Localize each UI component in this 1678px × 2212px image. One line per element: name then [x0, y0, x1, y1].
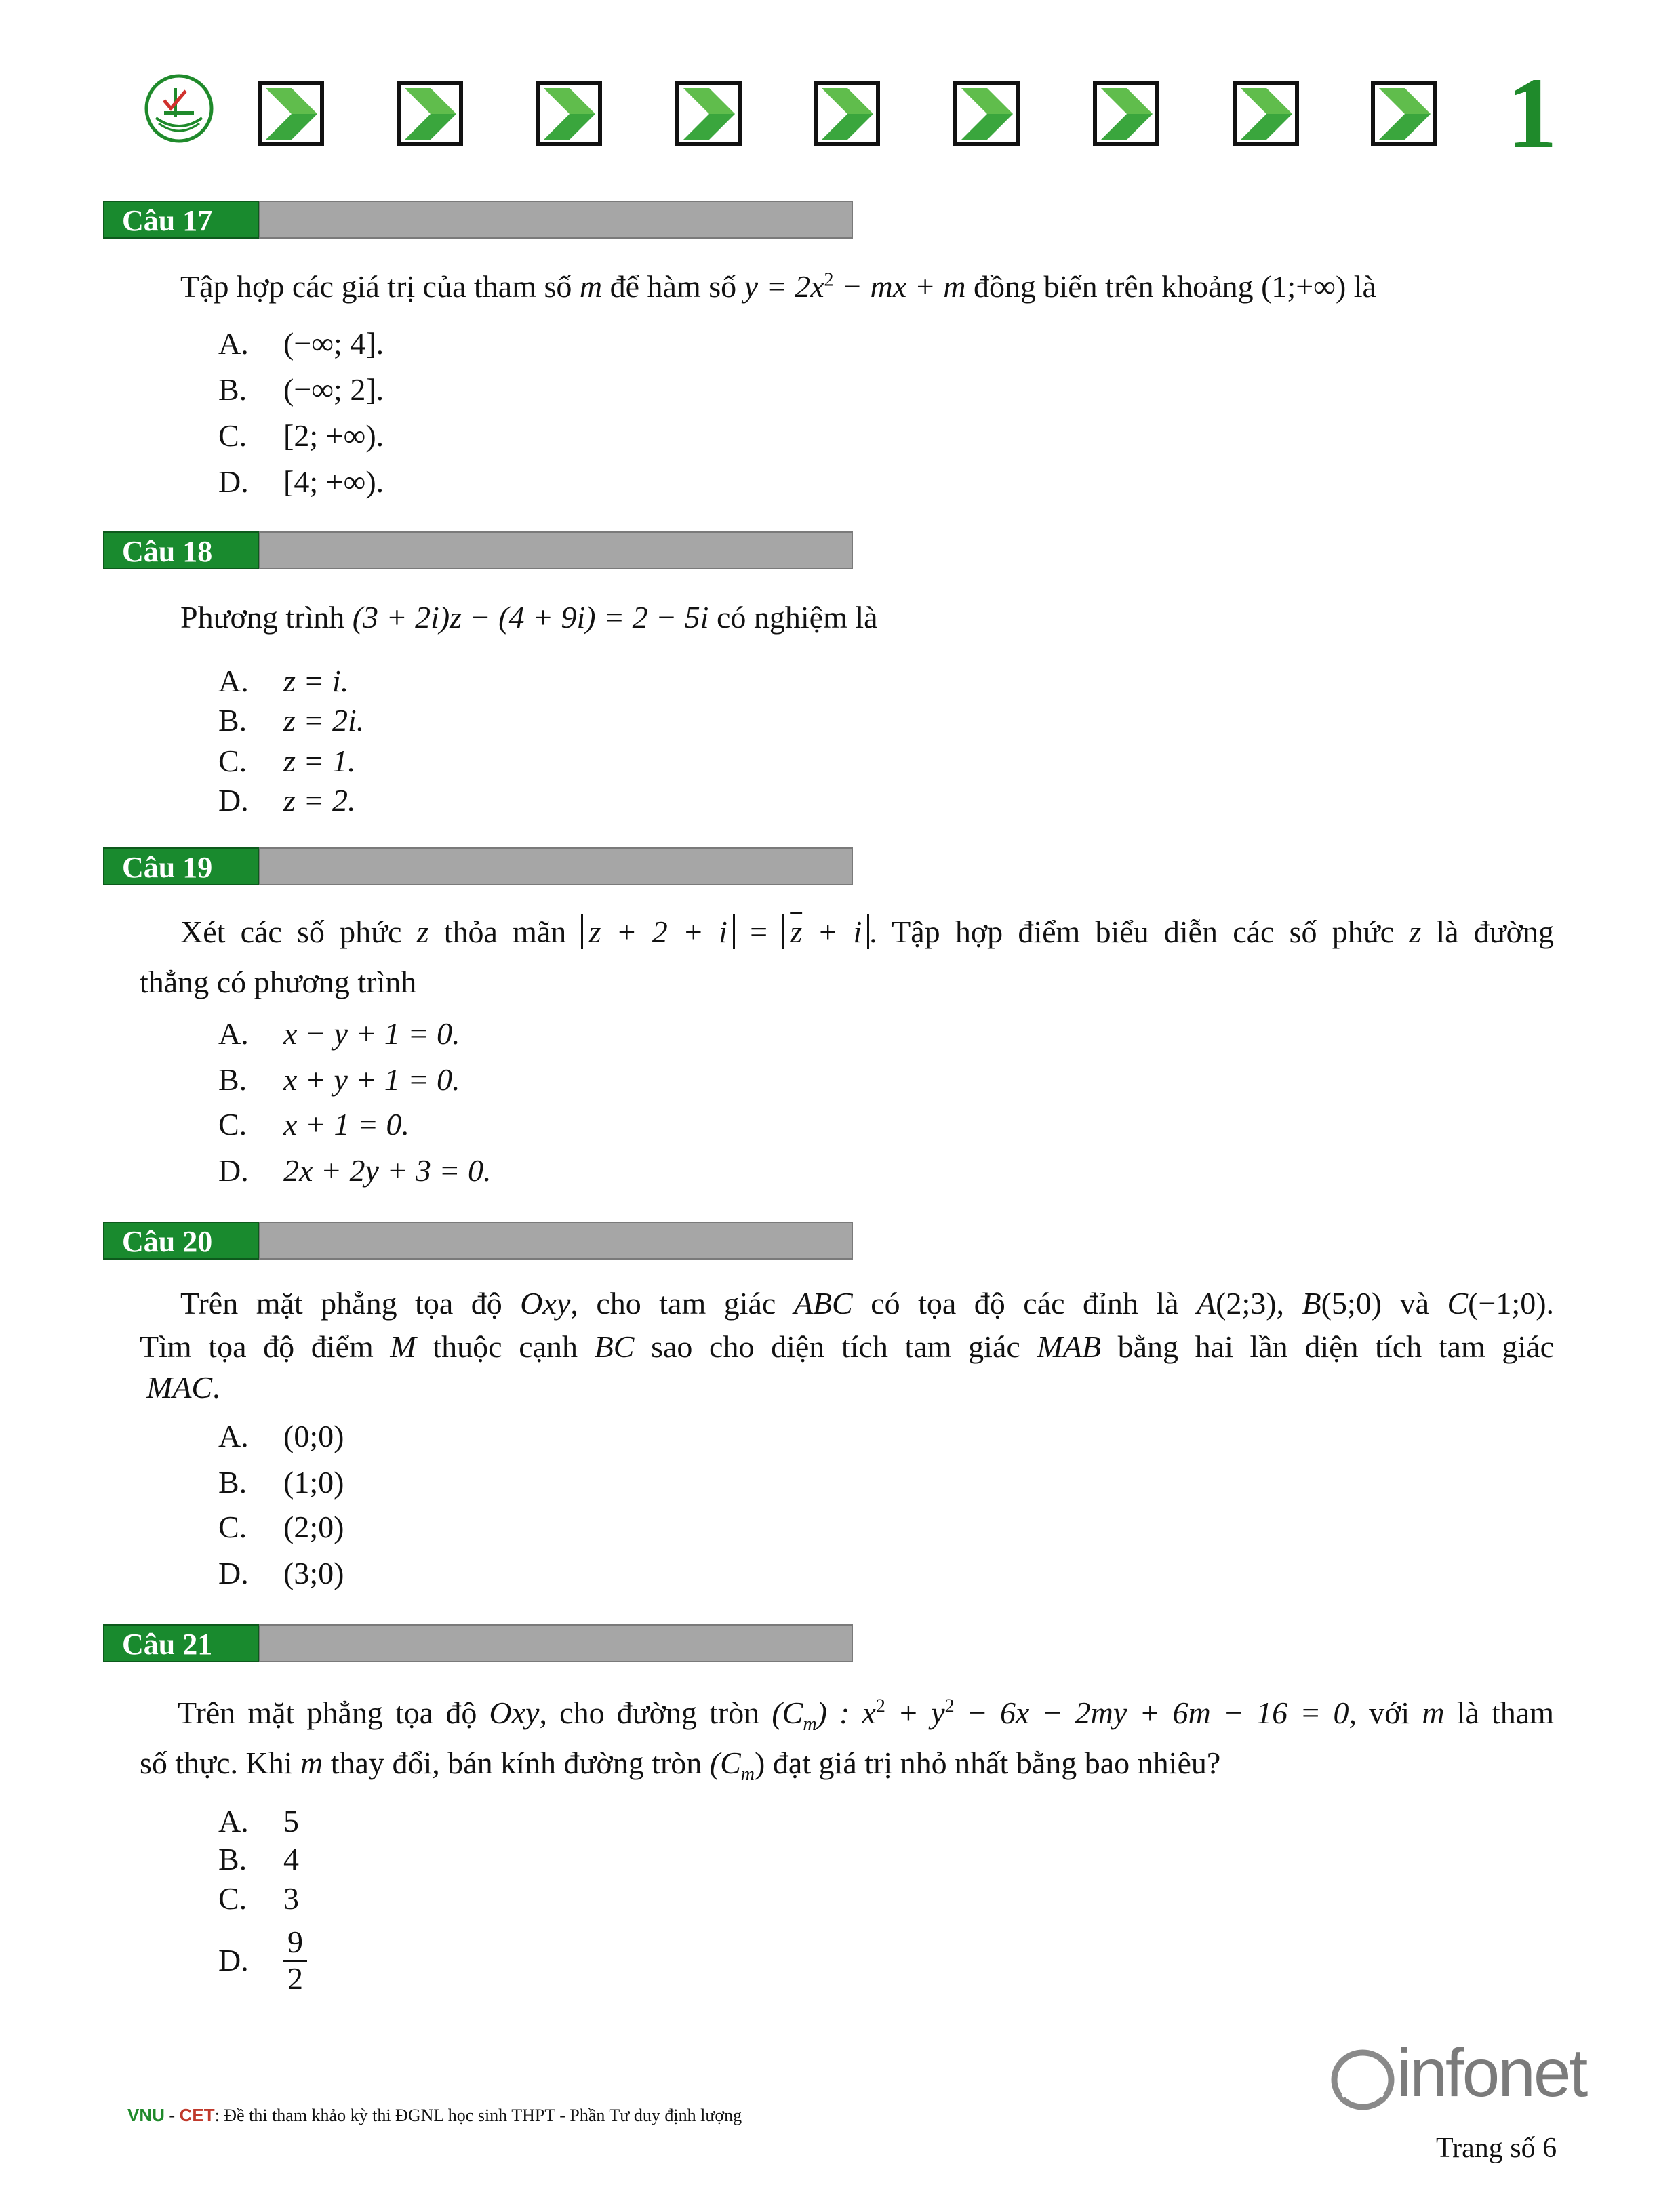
question-stem-19-line1: Xét các số phức z thỏa mãn $z + 2 + i = \overline{z} + i$ . Tập hợp điểm biểu diễn các số phức z là đường: [180, 914, 1554, 949]
question-header-18: [103, 531, 853, 569]
option-19-c[interactable]: C. x + 1 = 0.: [218, 1107, 409, 1142]
option-20-b[interactable]: B. (1;0): [218, 1465, 344, 1500]
header-arrow-icon: [1371, 81, 1437, 146]
option-17-d[interactable]: D. [4; +∞).: [218, 464, 384, 499]
option-20-c[interactable]: C. (2;0): [218, 1510, 344, 1544]
infonet-swirl-icon: [1330, 2047, 1395, 2112]
option-21-a[interactable]: A. 5: [218, 1804, 299, 1838]
question-stem-19-line2: thẳng có phương trình: [140, 965, 417, 999]
option-21-c[interactable]: C. 3: [218, 1881, 299, 1916]
question-label: Câu 18: [103, 531, 259, 569]
question-label: Câu 19: [103, 847, 259, 885]
question-header-20: [103, 1222, 853, 1260]
footer-caption: VNU - CET: Đề thi tham khảo kỳ thi ĐGNL học sinh THPT - Phần Tư duy định lượng: [127, 2105, 742, 2125]
fraction: $\frac{9}{2}$: [283, 1925, 307, 1996]
question-stem-20-line2: Tìm tọa độ điểm M thuộc cạnh BC sao cho diện tích tam giác MAB bằng hai lần diện tích tam giác: [140, 1329, 1555, 1364]
header-arrow-icon: [536, 81, 602, 146]
question-label: Câu 17: [103, 201, 259, 239]
header-arrow-icon: [1093, 81, 1159, 146]
question-stem-21-line2: số thực. Khi m thay đổi, bán kính đường tròn $(C_m)$ đạt giá trị nhỏ nhất bằng bao nhiêu?: [140, 1746, 1221, 1786]
option-20-a[interactable]: A. (0;0): [218, 1419, 344, 1453]
option-19-a[interactable]: A. x − y + 1 = 0.: [218, 1016, 460, 1051]
header-arrow-icon: [675, 81, 742, 146]
header-arrow-icon: [397, 81, 463, 146]
header-arrow-icon: [814, 81, 880, 146]
page-number: Trang số 6: [1436, 2133, 1557, 2164]
option-19-d[interactable]: D. 2x + 2y + 3 = 0.: [218, 1153, 492, 1188]
question-stem-17: Tập hợp các giá trị của tham số m để hàm số $y = 2x^2$ − mx + m đồng biến trên khoảng (1;+∞) là: [180, 269, 1376, 304]
question-header-17: [103, 201, 853, 239]
question-stem-21-line1: Trên mặt phẳng tọa độ Oxy, cho đường tròn $(C_m)$ : $x^2 + y^2 - 6x - 2my + 6m - 16 = 0$, với m là tham: [178, 1695, 1555, 1735]
option-18-a[interactable]: A. z = i.: [218, 664, 349, 698]
option-18-c[interactable]: C. z = 1.: [218, 744, 356, 778]
option-21-d[interactable]: D. $\frac{9}{2}$: [218, 1925, 307, 1996]
vnu-cet-logo: [144, 73, 214, 144]
question-header-19: [103, 847, 853, 885]
option-17-a[interactable]: A. (−∞; 4].: [218, 326, 384, 361]
question-label: Câu 20: [103, 1222, 259, 1260]
option-19-b[interactable]: B. x + y + 1 = 0.: [218, 1062, 460, 1097]
option-20-d[interactable]: D. (3;0): [218, 1556, 344, 1590]
question-header-21: [103, 1624, 853, 1662]
option-21-b[interactable]: B. 4: [218, 1842, 299, 1876]
option-17-b[interactable]: B. (−∞; 2].: [218, 372, 384, 407]
option-17-c[interactable]: C. [2; +∞).: [218, 418, 384, 453]
question-stem-20-line3: MAC.: [146, 1370, 220, 1405]
option-18-b[interactable]: B. z = 2i.: [218, 703, 365, 738]
question-label: Câu 21: [103, 1624, 259, 1662]
infonet-brand: infonet: [1397, 2035, 1586, 2111]
page-section-number: 1: [1506, 57, 1557, 169]
header-arrow-icon: [258, 81, 324, 146]
question-stem-18: Phương trình (3 + 2i)z − (4 + 9i) = 2 − 5i có nghiệm là: [180, 600, 878, 635]
header-arrow-icon: [1233, 81, 1299, 146]
option-18-d[interactable]: D. z = 2.: [218, 783, 356, 818]
question-stem-20-line1: Trên mặt phẳng tọa độ Oxy, cho tam giác ABC có tọa độ các đỉnh là A(2;3), B(5;0) và C(−1;0).: [180, 1286, 1555, 1321]
header-arrow-icon: [953, 81, 1020, 146]
